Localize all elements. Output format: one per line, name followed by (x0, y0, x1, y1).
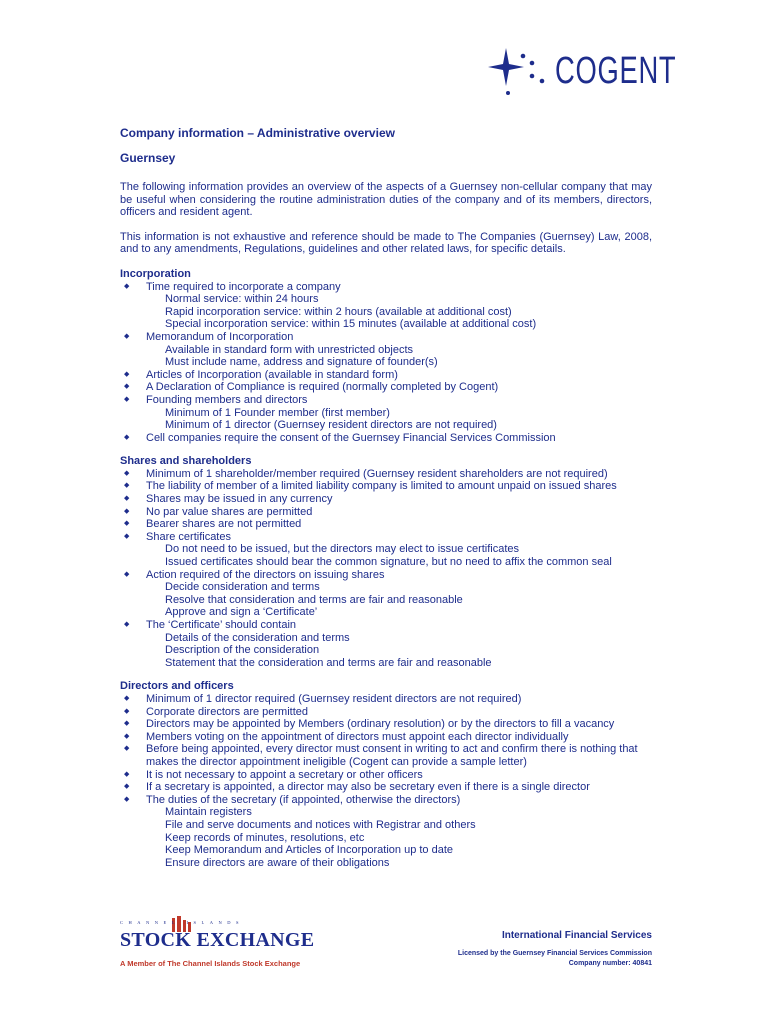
list-item (120, 432, 652, 445)
sections-container (120, 268, 652, 869)
list-item (120, 518, 652, 531)
sub-list-item: Keep Memorandum and Articles of Incorporation up to date (165, 844, 454, 857)
diamond-bullet-icon: ◆ (124, 469, 130, 477)
section (120, 455, 652, 669)
bullet-list (120, 693, 652, 869)
document-title: Company information – Administrative overview (120, 126, 395, 140)
list-item (120, 569, 652, 619)
list-item (120, 281, 652, 331)
list-item-text: The ‘Certificate’ should contain (146, 619, 297, 631)
diamond-bullet-icon: ◆ (124, 395, 130, 403)
list-item (120, 369, 652, 382)
footer-info (458, 930, 652, 969)
list-item-text: Shares may be issued in any currency (146, 493, 333, 506)
list-item-text: It is not necessary to appoint a secretary or other officers (146, 768, 423, 781)
list-item (120, 619, 652, 669)
list-item (120, 743, 652, 768)
diamond-bullet-icon: ◆ (124, 795, 130, 803)
list-item-text: Memorandum of Incorporation (146, 330, 294, 343)
list-item-text: Members voting on the appointment of directors must appoint each director individually (146, 730, 569, 743)
list-item (120, 718, 652, 731)
sub-list-item: Available in standard form with unrestricted objects (165, 343, 414, 356)
list-item-text: The duties of the secretary (if appointed, otherwise the directors) (146, 793, 461, 806)
diamond-bullet-icon: ◆ (124, 694, 130, 702)
diamond-bullet-icon: ◆ (124, 707, 130, 715)
list-item-text: Cell companies require the consent of the Guernsey Financial Services Commission (146, 431, 556, 444)
section (120, 680, 652, 869)
list-item (120, 769, 652, 782)
diamond-bullet-icon: ◆ (124, 621, 130, 628)
sub-list-item: Keep records of minutes, resolutions, etc (165, 831, 365, 844)
list-item-text: Founding members and directors (146, 393, 308, 406)
logo-wordmark: COGENT (555, 50, 677, 92)
diamond-bullet-icon: ◆ (124, 732, 130, 740)
diamond-bullet-icon: ◆ (124, 332, 130, 340)
sub-list-item: Minimum of 1 Founder member (first member) (165, 406, 390, 419)
diamond-bullet-icon: ◆ (124, 520, 130, 528)
list-item-text: Articles of Incorporation (available in standard form) (146, 368, 398, 381)
list-item (120, 331, 652, 369)
company-number: Company number: 40841 (568, 960, 652, 967)
diamond-bullet-icon: ◆ (124, 745, 130, 753)
list-item-text: Directors may be appointed by Members (ordinary resolution) or by the directors to fill a vacancy (146, 718, 615, 731)
list-item (120, 480, 652, 493)
list-item-text: Bearer shares are not permitted (146, 518, 302, 531)
diamond-bullet-icon: ◆ (124, 370, 130, 378)
list-item-text: Time required to incorporate a company (146, 280, 341, 293)
list-item-text: A Declaration of Compliance is required (normally completed by Cogent) (146, 381, 499, 394)
list-item (120, 506, 652, 519)
licence-text: Licensed by the Guernsey Financial Services Commission (457, 950, 652, 957)
bullet-list (120, 281, 652, 445)
sub-list-item: Ensure directors are aware of their obligations (165, 856, 390, 869)
diamond-bullet-icon: ◆ (124, 783, 130, 791)
sub-list-item: Normal service: within 24 hours (165, 293, 319, 306)
jurisdiction-heading: Guernsey (120, 151, 176, 165)
diamond-bullet-icon: ◆ (124, 282, 130, 290)
sub-list (146, 806, 652, 869)
cisx-small-caption: CHANNEL ISLANDS (120, 920, 244, 925)
diamond-bullet-icon: ◆ (124, 383, 130, 391)
list-item (120, 781, 652, 794)
diamond-bullet-icon: ◆ (124, 532, 130, 540)
list-item (120, 731, 652, 744)
sub-list (146, 632, 652, 670)
sub-list-item: Resolve that consideration and terms are fair and reasonable (165, 593, 463, 606)
list-item (120, 706, 652, 719)
section-title: Shares and shareholders (120, 455, 252, 468)
list-item-text: Share certificates (146, 530, 231, 543)
diamond-bullet-icon: ◆ (124, 482, 130, 490)
disclaimer-paragraph: This information is not exhaustive and reference should be made to The Companies (Guernsey) Law, 2008, and to any amendments, Regulations, guidelines and other related laws, for specific details. (120, 230, 652, 256)
list-item (120, 531, 652, 569)
cisx-member-text: A Member of The Channel Islands Stock Exchange (120, 959, 301, 968)
section (120, 268, 652, 444)
diamond-bullet-icon: ◆ (124, 495, 130, 503)
sub-list-item: Maintain registers (165, 806, 252, 819)
list-item (120, 468, 652, 481)
list-item (120, 693, 652, 706)
sub-list-item: Minimum of 1 director (Guernsey resident directors are not required) (165, 419, 497, 432)
list-item-text: Action required of the directors on issuing shares (146, 568, 385, 581)
sub-list-item: File and serve documents and notices with Registrar and others (165, 818, 476, 831)
list-item-text: The liability of member of a limited liability company is limited to amount unpaid on issued shares (146, 480, 617, 493)
diamond-bullet-icon: ◆ (124, 507, 130, 515)
diamond-bullet-icon: ◆ (124, 570, 130, 578)
sub-list-item: Details of the consideration and terms (165, 631, 350, 644)
list-item (120, 493, 652, 506)
list-item-text: Minimum of 1 shareholder/member required (Guernsey resident shareholders are not required) (146, 467, 608, 480)
list-item (120, 794, 652, 870)
list-item-text: Minimum of 1 director required (Guernsey resident directors are not required) (146, 692, 522, 705)
sub-list-item: Statement that the consideration and terms are fair and reasonable (165, 656, 492, 669)
list-item-text: If a secretary is appointed, a director may also be secretary even if there is a single director (146, 781, 590, 794)
sub-list-item: Issued certificates should bear the common signature, but no need to affix the common seal (165, 556, 612, 569)
sub-list-item: Do not need to be issued, but the directors may elect to issue certificates (165, 543, 520, 556)
sub-list (146, 293, 652, 331)
document-body (120, 126, 652, 880)
sub-list-item: Rapid incorporation service: within 2 hours (available at additional cost) (165, 305, 512, 318)
sub-list-item: Special incorporation service: within 15 minutes (available at additional cost) (165, 318, 537, 331)
list-item (120, 394, 652, 432)
diamond-bullet-icon: ◆ (124, 433, 130, 441)
section-title: Incorporation (120, 267, 191, 280)
sub-list-item: Description of the consideration (165, 644, 320, 657)
list-item (120, 381, 652, 394)
diamond-bullet-icon: ◆ (124, 720, 130, 728)
list-item-text: No par value shares are permitted (146, 505, 313, 518)
list-item-text: Before being appointed, every director must consent in writing to act and confirm there is nothing that makes the director appointment ineligible (Cogent can provide a sample letter) (146, 743, 638, 768)
sub-list (146, 407, 652, 432)
sub-list (146, 344, 652, 369)
intro-paragraph: The following information provides an overview of the aspects of a Guernsey non-cellular company that may be useful when considering the routine administration duties of the company and of its members, directors, officers and resident agent. (120, 181, 652, 219)
cisx-name: STOCK EXCHANGE (120, 929, 315, 951)
section-title: Directors and officers (120, 680, 234, 693)
sub-list (146, 581, 652, 619)
sub-list-item: Decide consideration and terms (165, 581, 320, 594)
diamond-bullet-icon: ◆ (124, 770, 130, 778)
sub-list-item: Must include name, address and signature of founder(s) (165, 356, 438, 369)
bullet-list (120, 468, 652, 670)
sub-list-item: Approve and sign a ‘Certificate’ (165, 606, 318, 619)
services-label: International Financial Services (501, 930, 652, 941)
sub-list (146, 543, 652, 568)
list-item-text: Corporate directors are permitted (146, 705, 309, 718)
